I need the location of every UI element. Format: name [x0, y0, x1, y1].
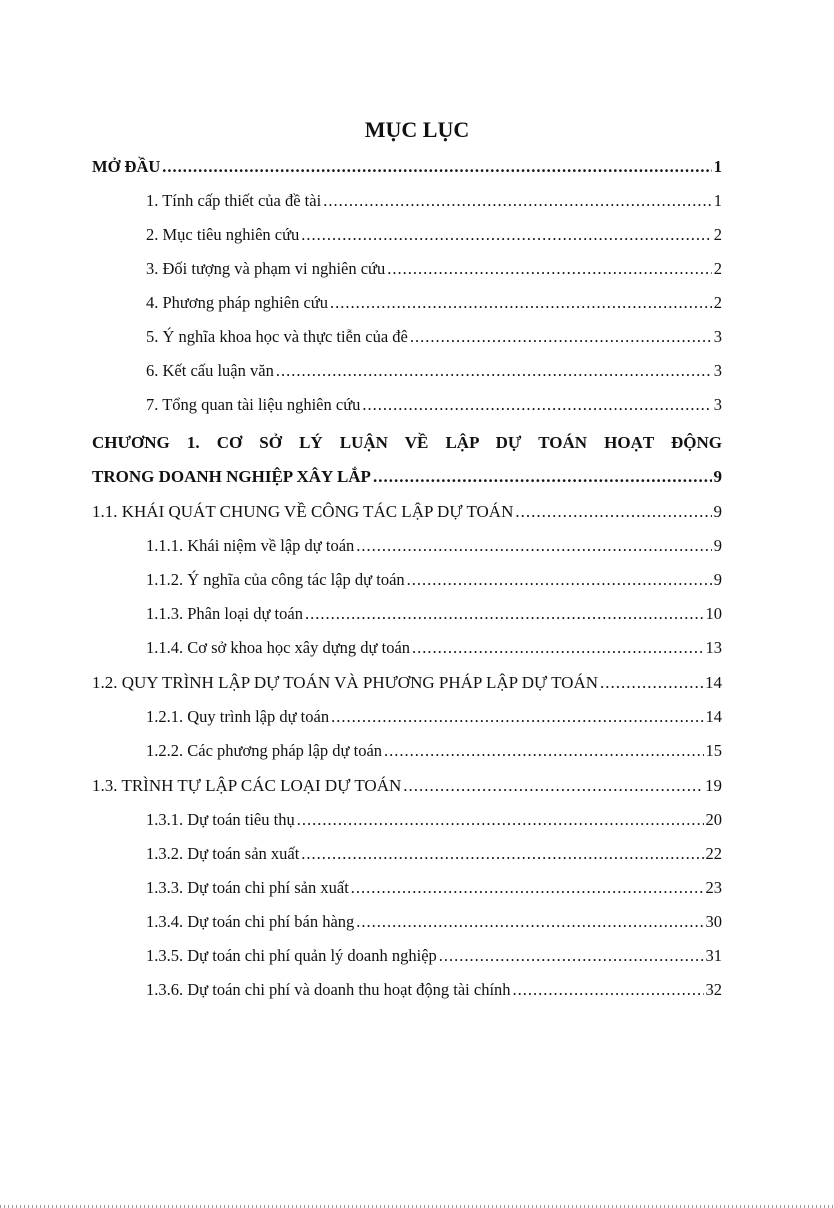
toc-entry: [0, 557, 834, 591]
toc-entry-label: 4. Phương pháp nghiên cứu: [146, 293, 328, 312]
toc-leader-dots: [323, 190, 712, 212]
toc-leader-dots: [410, 326, 712, 348]
toc-entry-label: 1.3.1. Dự toán tiêu thụ: [146, 810, 295, 829]
toc-entry-page: 15: [705, 741, 722, 760]
toc-entry-page: 22: [705, 844, 722, 863]
toc-leader-dots: [373, 466, 712, 488]
toc-entry-page: 2: [713, 293, 722, 312]
toc-entry-page: 14: [705, 673, 722, 692]
toc-entry: [0, 899, 834, 933]
toc-leader-dots: [351, 877, 704, 899]
toc-leader-dots: [407, 569, 712, 591]
toc-entry: [0, 591, 834, 625]
toc-entry-label: 1.1.2. Ý nghĩa của công tác lập dự toán: [146, 570, 405, 589]
toc-entry: [0, 348, 834, 382]
toc-entry: [0, 967, 834, 1001]
toc-entry-label: CHƯƠNG 1. CƠ SỞ LÝ LUẬN VỀ LẬP DỰ TOÁN HOẠT ĐỘNG: [92, 433, 722, 452]
toc-entry-page: 2: [713, 225, 722, 244]
toc-entry-page: 23: [705, 878, 722, 897]
toc-entry-label: 1.3.3. Dự toán chi phí sản xuất: [146, 878, 349, 897]
toc-entry-label: 5. Ý nghĩa khoa học và thực tiễn của đê: [146, 327, 408, 346]
toc-entry-label: 1.2.1. Quy trình lập dự toán: [146, 707, 330, 726]
toc-leader-dots: [439, 945, 704, 967]
toc-leader-dots: [403, 775, 703, 797]
toc-section: [0, 660, 834, 694]
toc-entry-page: 9: [713, 536, 722, 555]
toc-entry: [0, 865, 834, 899]
toc-leader-dots: [301, 224, 711, 246]
toc-leader-dots: [276, 360, 712, 382]
toc-leader-dots: [305, 603, 704, 625]
toc-entry-page: 9: [713, 502, 722, 521]
toc-leader-dots: [387, 258, 712, 280]
toc-entry-page: 13: [705, 638, 722, 657]
toc-entry-label: 2. Mục tiêu nghiên cứu: [146, 225, 300, 244]
toc-entry: [0, 797, 834, 831]
toc-entry-page: 20: [705, 810, 722, 829]
toc-entry-label: TRONG DOANH NGHIỆP XÂY LẮP: [92, 467, 371, 486]
toc-entry-label: 7. Tổng quan tài liệu nghiên cứu: [146, 395, 361, 414]
toc-entry: [0, 178, 834, 212]
toc-chapter-heading-cont: [0, 454, 834, 488]
toc-entry-page: 14: [705, 707, 722, 726]
toc-entry-page: 30: [705, 912, 722, 931]
toc-leader-dots: [384, 740, 703, 762]
toc-entry-label: MỞ ĐẦU: [92, 157, 161, 176]
toc-entry-page: 31: [705, 946, 722, 965]
toc-entry: [0, 728, 834, 762]
toc-entry: [0, 694, 834, 728]
toc-leader-dots: [600, 672, 703, 694]
toc-entry-page: 10: [705, 604, 722, 623]
page-title: MỤC LỤC: [364, 117, 470, 142]
toc-entry-label: 1.2. QUY TRÌNH LẬP DỰ TOÁN VÀ PHƯƠNG PHÁP LẬP DỰ TOÁN: [92, 673, 599, 692]
toc-entry-page: 3: [713, 327, 722, 346]
toc-section: [0, 489, 834, 523]
toc-entry-page: 32: [705, 980, 722, 999]
toc-entry-label: 1.1.4. Cơ sở khoa học xây dựng dự toán: [146, 638, 411, 657]
toc-entry: [0, 831, 834, 865]
toc-leader-dots: [356, 911, 703, 933]
toc-leader-dots: [331, 706, 703, 728]
toc-entry: [0, 246, 834, 280]
toc-entry-mo-dau: [0, 144, 834, 178]
toc-entry-page: 3: [713, 361, 722, 380]
toc-entry: [0, 382, 834, 416]
toc-leader-dots: [513, 979, 704, 1001]
toc-entry: [0, 314, 834, 348]
toc-entry-page: 19: [705, 776, 722, 795]
toc-entry-label: 1.1.3. Phân loại dự toán: [146, 604, 303, 623]
toc-entry: [0, 523, 834, 557]
toc-entry-label: 1.1. KHÁI QUÁT CHUNG VỀ CÔNG TÁC LẬP DỰ TOÁN: [92, 502, 514, 521]
toc-entry-page: 9: [713, 570, 722, 589]
toc-leader-dots: [515, 501, 711, 523]
toc-leader-dots: [362, 394, 711, 416]
toc-leader-dots: [297, 809, 704, 831]
toc-entry-label: 1.3.4. Dự toán chi phí bán hàng: [146, 912, 355, 931]
toc-entry: [0, 212, 834, 246]
toc-entry-page: 2: [713, 259, 722, 278]
toc-entry-label: 1.3.2. Dự toán sản xuất: [146, 844, 300, 863]
toc-leader-dots: [330, 292, 712, 314]
toc-entry-label: 3. Đối tượng và phạm vi nghiên cứu: [146, 259, 386, 278]
toc-entry: [0, 280, 834, 314]
toc-entry-label: 1.3.5. Dự toán chi phí quản lý doanh nghiệp: [146, 946, 437, 965]
toc-entry: [0, 625, 834, 659]
toc-entry-page: 1: [713, 157, 722, 176]
toc-entry-label: 6. Kết cấu luận văn: [146, 361, 274, 380]
toc-leader-dots: [162, 156, 711, 178]
toc-leader-dots: [412, 637, 703, 659]
toc-entry-label: 1.3. TRÌNH TỰ LẬP CÁC LOẠI DỰ TOÁN: [92, 776, 402, 795]
toc-entry: [0, 933, 834, 967]
toc-section: [0, 763, 834, 797]
toc-leader-dots: [301, 843, 703, 865]
toc-leader-dots: [356, 535, 711, 557]
toc-entry-label: 1.1.1. Khái niệm về lập dự toán: [146, 536, 355, 555]
toc-entry-label: 1.2.2. Các phương pháp lập dự toán: [146, 741, 383, 760]
toc-entry-page: 1: [713, 191, 722, 210]
toc-entry-label: 1.3.6. Dự toán chi phí và doanh thu hoạt động tài chính: [146, 980, 511, 999]
toc-chapter-heading: [0, 420, 834, 454]
toc-entry-page: 3: [713, 395, 722, 414]
toc-entry-page: 9: [713, 467, 722, 486]
toc-entry-label: 1. Tính cấp thiết của đề tài: [146, 191, 322, 210]
